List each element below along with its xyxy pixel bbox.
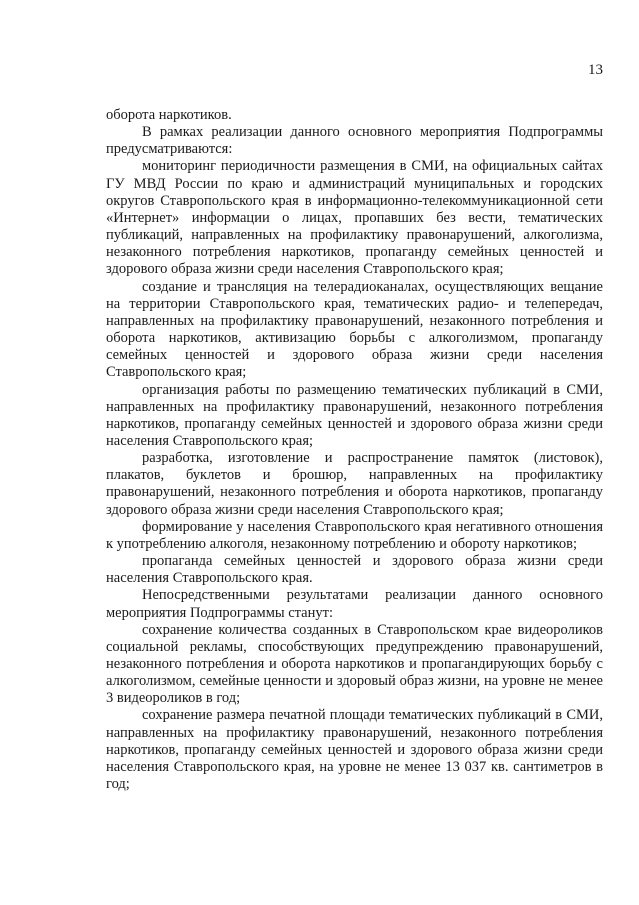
- paragraph: формирование у населения Ставропольского края негативного отношения к употреблению алкоголя, незаконному потреблению и обороту наркотиков;: [106, 518, 603, 552]
- paragraph: Непосредственными результатами реализации данного основного мероприятия Подпрограммы станут:: [106, 587, 603, 621]
- paragraph: пропаганда семейных ценностей и здорового образа жизни среди населения Ставропольского края.: [106, 553, 603, 587]
- paragraph: создание и трансляция на телерадиоканалах, осуществляющих вещание на территории Ставропольского края, тематических радио- и телепередач, направленных на профилактику правонарушений, незаконного потребления и оборота наркотиков, активизацию борьбы с алкоголизмом, пропаганду семейных ценностей и здорового образа жизни среди населения Ставропольского края;: [106, 278, 603, 381]
- paragraph: сохранение размера печатной площади тематических публикаций в СМИ, направленных на профилактику правонарушений, незаконного потребления наркотиков, пропаганду семейных ценностей и здорового образа жизни среди населения Ставропольского края, на уровне не менее 13 037 кв. сантиметров в год;: [106, 707, 603, 793]
- paragraph: оборота наркотиков.: [106, 107, 232, 123]
- paragraph: В рамках реализации данного основного мероприятия Подпрограммы предусматриваются:: [106, 124, 603, 158]
- page-number: 13: [588, 62, 603, 78]
- paragraph: сохранение количества созданных в Ставропольском крае видеороликов социальной рекламы, способствующих предупреждению правонарушений, незаконного потребления и оборота наркотиков и пропагандирующих борьбу с алкоголизмом, семейные ценности и здоровый образ жизни, на уровне не менее 3 видеороликов в год;: [106, 621, 603, 707]
- paragraph: разработка, изготовление и распространение памяток (листовок), плакатов, буклетов и брошюр, направленных на профилактику правонарушений, незаконного потребления и оборота наркотиков, пропаганду здорового образа жизни среди населения Ставропольского края;: [106, 450, 603, 518]
- paragraph: мониторинг периодичности размещения в СМИ, на официальных сайтах ГУ МВД России по краю и администраций муниципальных и городских округов Ставропольского края в информационно-телекоммуникационной сети «Интернет» информации о лицах, пропавших без вести, тематических публикаций, направленных на профилактику правонарушений, алкоголизма, незаконного потребления наркотиков, пропаганду семейных ценностей и здорового образа жизни среди населения Ставропольского края;: [106, 158, 603, 278]
- body-text: [106, 107, 603, 793]
- paragraph: организация работы по размещению тематических публикаций в СМИ, направленных на профилактику правонарушений, незаконного потребления наркотиков, пропаганду семейных ценностей и здорового образа жизни среди населения Ставропольского края;: [106, 381, 603, 449]
